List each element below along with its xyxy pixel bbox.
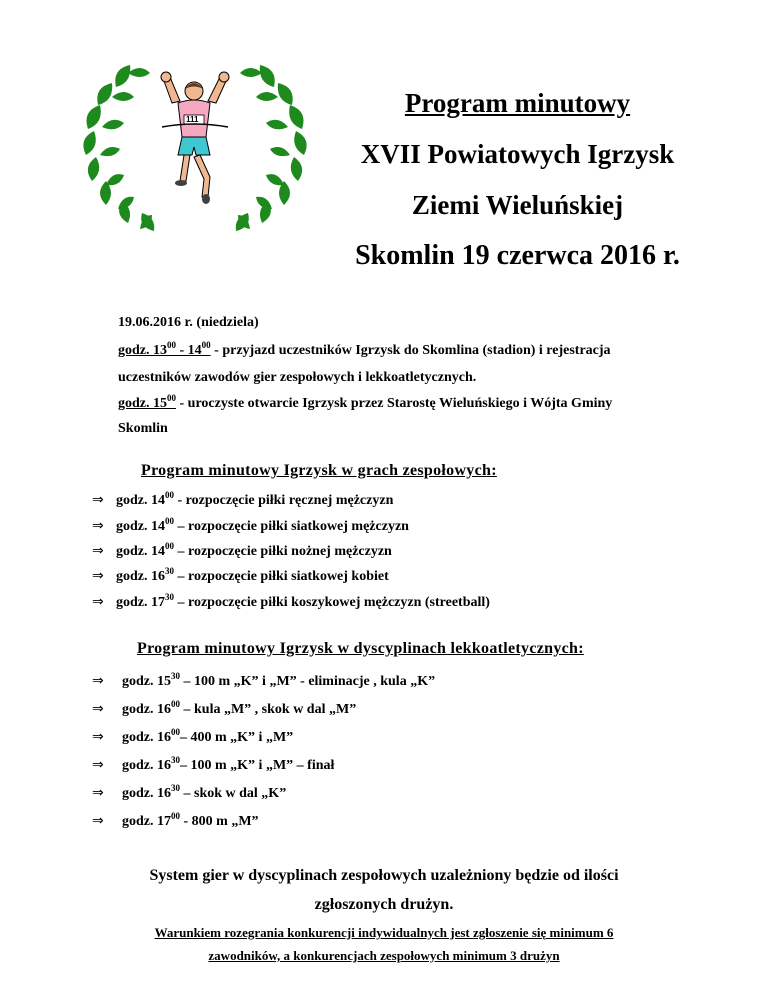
arrow-right-icon: ⇒	[92, 813, 104, 829]
intro-arrival-line: godz. $13^{00} - 14^{00}$ - przyjazd uczestników Igrzysk do Skomlina (stadion) i rejestracja	[118, 340, 611, 358]
footer-note-line2: zgłoszonych drużyn.	[314, 896, 454, 913]
intro-date: 19.06.2016 r. (niedziela)	[118, 315, 259, 330]
arrow-right-icon: ⇒	[92, 757, 104, 773]
arrival-text: - przyjazd uczestników Igrzysk do Skomlina (stadion) i rejestracja	[210, 343, 611, 358]
arrow-right-icon: ⇒	[92, 701, 104, 717]
runner-laurel-logo	[70, 45, 320, 245]
logo-bib-number: 111	[186, 115, 199, 124]
intro-participants-line: uczestników zawodów gier zespołowych i lekkoatletycznych.	[118, 370, 477, 385]
athletics-schedule-item: ⇒ godz. $16^{00}-$ 400 m „K” i „M”	[92, 727, 294, 745]
team-schedule-item: ⇒ godz. $14^{00}$ – rozpoczęcie piłki nożnej mężczyzn	[92, 541, 392, 559]
opening-time: godz. 15	[118, 396, 167, 411]
athletics-heading: Program minutowy Igrzysk w dyscyplinach lekkoatletycznych:	[137, 640, 584, 657]
athletics-schedule-item: ⇒ godz. $16^{00}$ – kula „M” , skok w dal „M”	[92, 699, 357, 717]
arrow-right-icon: ⇒	[92, 594, 104, 610]
arrow-right-icon: ⇒	[92, 673, 104, 689]
arrow-right-icon: ⇒	[92, 568, 104, 584]
arrival-time-start: godz. 13	[118, 343, 167, 358]
arrow-right-icon: ⇒	[92, 729, 104, 745]
footer-requirement-line2: zawodników, a konkurencjach zespołowych minimum 3 drużyn	[208, 948, 560, 963]
team-schedule-item: ⇒ godz. $14^{00}$ – rozpoczęcie piłki siatkowej mężczyzn	[92, 516, 409, 534]
intro-opening-line: godz. $15^{00}$ - uroczyste otwarcie Igrzysk przez Starostę Wieluńskiego i Wójta Gminy	[118, 393, 613, 411]
team-schedule-item: ⇒ godz. $14^{00}$ - rozpoczęcie piłki ręcznej mężczyzn	[92, 490, 394, 508]
opening-text: - uroczyste otwarcie Igrzysk przez Starostę Wieluńskiego i Wójta Gminy	[176, 396, 613, 411]
event-date-location: Skomlin 19 czerwca 2016 r.	[355, 240, 680, 271]
arrival-time-end: - 14	[176, 343, 202, 358]
intro-location-line: Skomlin	[118, 421, 168, 436]
arrow-right-icon: ⇒	[92, 492, 104, 508]
arrow-right-icon: ⇒	[92, 518, 104, 534]
event-name-line1: XVII Powiatowych Igrzysk	[360, 139, 675, 169]
athletics-schedule-item: ⇒ godz. $16^{30}-$ 100 m „K” i „M” – finał	[92, 755, 335, 773]
footer-requirement-line1: Warunkiem rozegrania konkurencji indywidualnych jest zgłoszenie się minimum 6	[154, 925, 614, 940]
athletics-schedule-item: ⇒ godz. $15^{30} - 100$ m „K” i „M” - eliminacje , kula „K”	[92, 671, 436, 689]
athletics-schedule-item: ⇒ godz. $17^{00} - 800$ m „M”	[92, 811, 259, 829]
team-schedule-item: ⇒ godz. $17^{30}$ – rozpoczęcie piłki koszykowej mężczyzn (streetball)	[92, 592, 490, 610]
arrow-right-icon: ⇒	[92, 543, 104, 559]
runner-icon	[161, 72, 229, 204]
page-title: Program minutowy	[404, 88, 631, 118]
arrow-right-icon: ⇒	[92, 785, 104, 801]
team-schedule-item: ⇒ godz. $16^{30}$ – rozpoczęcie piłki siatkowej kobiet	[92, 566, 389, 584]
team-games-heading: Program minutowy Igrzysk w grach zespołowych:	[141, 462, 497, 479]
athletics-schedule-item: ⇒ godz. $16^{30}$ – skok w dal „K”	[92, 783, 287, 801]
footer-note-line1: System gier w dyscyplinach zespołowych uzależniony będzie od ilości	[149, 867, 619, 884]
event-name-line2: Ziemi Wieluńskiej	[411, 190, 624, 220]
